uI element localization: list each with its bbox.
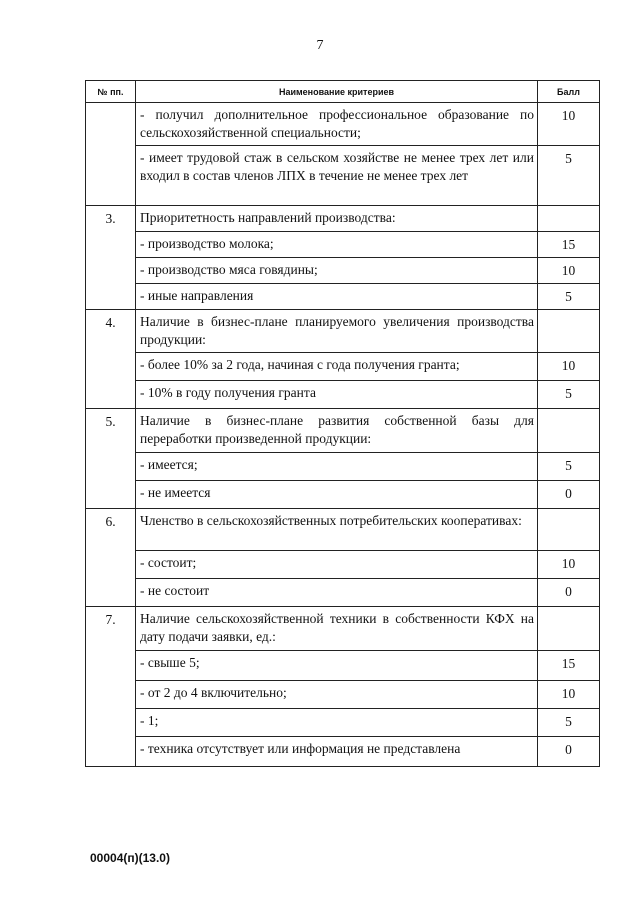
criterion-text: - свыше 5; — [136, 651, 538, 681]
criterion-score: 5 — [538, 284, 600, 310]
criterion-score: 10 — [538, 681, 600, 709]
criterion-text: Наличие в бизнес-плане планируемого увеличения производства продукции: — [136, 310, 538, 353]
criterion-text: - не состоит — [136, 579, 538, 607]
criterion-score: 10 — [538, 258, 600, 284]
criterion-score: 5 — [538, 146, 600, 206]
criterion-score: 15 — [538, 651, 600, 681]
criterion-text: - 1; — [136, 709, 538, 737]
table-row — [86, 232, 600, 258]
criterion-number: 6. — [86, 509, 136, 607]
criterion-text: - от 2 до 4 включительно; — [136, 681, 538, 709]
criterion-text: Приоритетность направлений производства: — [136, 206, 538, 232]
criterion-text: - иные направления — [136, 284, 538, 310]
criterion-text: Членство в сельскохозяйственных потребительских кооперативах: — [136, 509, 538, 551]
table-row — [86, 509, 600, 551]
document-code: 00004(п)(13.0) — [90, 851, 170, 865]
criterion-text: Наличие в бизнес-плане развития собственной базы для переработки произведенной продукции: — [136, 409, 538, 453]
criterion-score: 5 — [538, 709, 600, 737]
criterion-score — [538, 509, 600, 551]
table-row — [86, 651, 600, 681]
table-header-row — [86, 81, 600, 103]
criterion-score — [538, 607, 600, 651]
criterion-text: - техника отсутствует или информация не представлена — [136, 737, 538, 767]
criterion-number: 5. — [86, 409, 136, 509]
table-row — [86, 579, 600, 607]
header-score: Балл — [538, 81, 600, 103]
criteria-table — [85, 80, 600, 767]
table-row — [86, 310, 600, 353]
criterion-text: - 10% в году получения гранта — [136, 381, 538, 409]
table-row — [86, 353, 600, 381]
table-row — [86, 709, 600, 737]
criterion-score — [538, 409, 600, 453]
criterion-score: 10 — [538, 103, 600, 146]
table-row — [86, 381, 600, 409]
criterion-text: - имеется; — [136, 453, 538, 481]
page-number: 7 — [316, 38, 324, 53]
table-row — [86, 206, 600, 232]
criterion-score: 0 — [538, 737, 600, 767]
criterion-text: Наличие сельскохозяйственной техники в собственности КФХ на дату подачи заявки, ед.: — [136, 607, 538, 651]
header-name: Наименование критериев — [136, 81, 538, 103]
table-body — [86, 103, 600, 767]
table-row — [86, 284, 600, 310]
criterion-score: 0 — [538, 579, 600, 607]
criterion-score: 15 — [538, 232, 600, 258]
table-row — [86, 103, 600, 146]
table-row — [86, 453, 600, 481]
criterion-score: 5 — [538, 381, 600, 409]
criterion-score — [538, 206, 600, 232]
table-row — [86, 146, 600, 206]
table-row — [86, 607, 600, 651]
criterion-score — [538, 310, 600, 353]
criterion-text: - производство молока; — [136, 232, 538, 258]
criterion-text: - более 10% за 2 года, начиная с года получения гранта; — [136, 353, 538, 381]
criterion-number: 3. — [86, 206, 136, 310]
criterion-text: - производство мяса говядины; — [136, 258, 538, 284]
criterion-number: 4. — [86, 310, 136, 409]
criterion-number: 7. — [86, 607, 136, 767]
table-row — [86, 481, 600, 509]
criterion-text: - имеет трудовой стаж в сельском хозяйстве не менее трех лет или входил в состав членов ЛПХ в течение не менее трех лет — [136, 146, 538, 206]
table-row — [86, 681, 600, 709]
criterion-score: 10 — [538, 551, 600, 579]
header-num: № пп. — [86, 81, 136, 103]
criterion-text: - не имеется — [136, 481, 538, 509]
criterion-text: - состоит; — [136, 551, 538, 579]
table-row — [86, 551, 600, 579]
criterion-text: - получил дополнительное профессиональное образование по сельскохозяйственной специальности; — [136, 103, 538, 146]
criterion-number — [86, 103, 136, 206]
criterion-score: 0 — [538, 481, 600, 509]
table-row — [86, 737, 600, 767]
criterion-score: 5 — [538, 453, 600, 481]
table-row — [86, 258, 600, 284]
criterion-score: 10 — [538, 353, 600, 381]
table-row — [86, 409, 600, 453]
